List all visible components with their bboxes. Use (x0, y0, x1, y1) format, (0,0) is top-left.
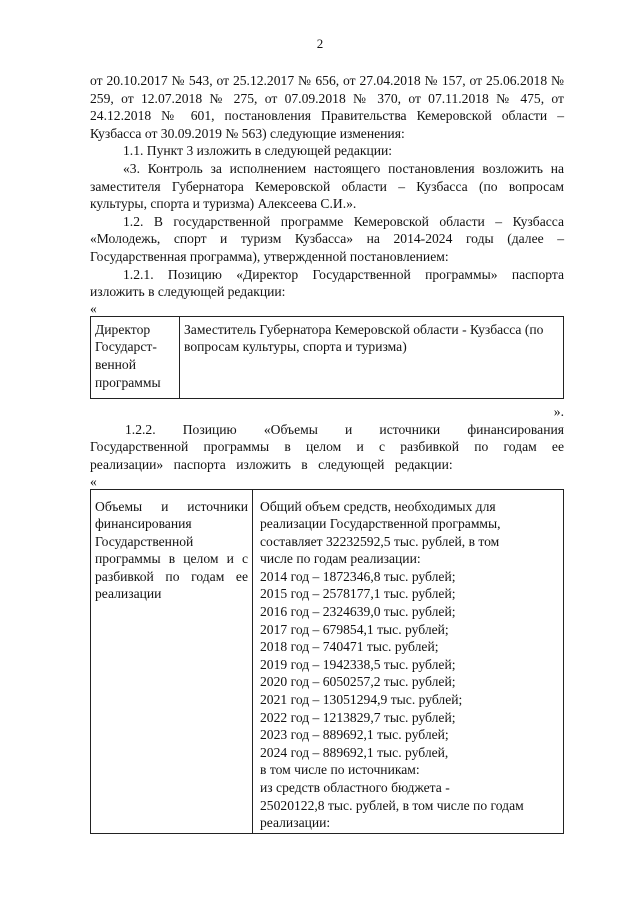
table-row (91, 316, 564, 398)
financing-line: в том числе по источникам: (260, 762, 420, 778)
opening-quote-mark-2: « (90, 473, 97, 489)
financing-year-2021: 2021 год – 13051294,9 тыс. рублей; (260, 692, 463, 708)
paragraph-quoted-item-3: «3. Контроль за исполнением настоящего постановления возложить на заместителя Губернатора Кемеровской области – Кузбасса (по вопросам культуры, спорта и туризма) Алексеева С.И.». (90, 160, 564, 212)
financing-year-2022: 2022 год – 1213829,7 тыс. рублей; (260, 709, 456, 725)
opening-quote-mark: « (90, 300, 97, 316)
paragraph-1-2-1: 1.2.1. Позицию «Директор Государственной программы» паспорта изложить в следующей редакции: (90, 266, 564, 300)
director-label-cell: Директор Государст-венной программы (91, 316, 180, 398)
paragraph-1-2-2: 1.2.2. Позицию «Объемы и источники финансирования Государственной программы в целом и с разбивкой по годам ее реализации» паспорта изложить в следующей редакции: (90, 421, 564, 472)
paragraph-amendments-list: от 20.10.2017 № 543, от 25.12.2017 № 656, от 27.04.2018 № 157, от 25.06.2018 № 259, от 12.07.2018 № 275, от 07.09.2018 № 370, от 07.11.2018 № 475, от 24.12.2018 № 601, постановления Правительства Кемеровской области – Кузбасса от 30.09.2019 № 563) следующие изменения: (90, 73, 564, 141)
financing-table (90, 489, 564, 834)
financing-year-2020: 2020 год – 6050257,2 тыс. рублей; (260, 674, 456, 690)
table-row (91, 489, 564, 833)
financing-year-2018: 2018 год – 740471 тыс. рублей; (260, 639, 439, 655)
closing-quote-mark: ». (553, 403, 564, 419)
financing-value-cell (253, 489, 564, 833)
financing-year-2016: 2016 год – 2324639,0 тыс. рублей; (260, 604, 456, 620)
financing-year-2014: 2014 год – 1872346,8 тыс. рублей; (260, 568, 456, 584)
financing-line: составляет 32232592,5 тыс. рублей, в том (260, 533, 500, 549)
financing-line: реализации Государственной программы, (260, 516, 501, 532)
financing-label-cell: Объемы и источники финансирования Государственной программы в целом и с разбивкой по годам ее реализации (91, 489, 253, 833)
financing-line: числе по годам реализации: (260, 551, 421, 567)
financing-line: 25020122,8 тыс. рублей, в том числе по годам (260, 797, 524, 813)
financing-year-2017: 2017 год – 679854,1 тыс. рублей; (260, 621, 449, 637)
document-body (90, 72, 564, 834)
financing-line: реализации: (260, 815, 331, 831)
financing-line: Общий объем средств, необходимых для (260, 498, 496, 514)
page-number: 2 (316, 36, 324, 51)
financing-year-2019: 2019 год – 1942338,5 тыс. рублей; (260, 656, 456, 672)
financing-year-2023: 2023 год – 889692,1 тыс. рублей; (260, 727, 449, 743)
paragraph-1-2: 1.2. В государственной программе Кемеровской области – Кузбасса «Молодежь, спорт и туризм Кузбасса» на 2014-2024 годы (далее – Государственная программа), утвержденной постановлением: (90, 213, 564, 264)
director-position-table (90, 316, 564, 399)
financing-year-2015: 2015 год – 2578177,1 тыс. рублей; (260, 586, 456, 602)
financing-year-2024: 2024 год – 889692,1 тыс. рублей, (260, 744, 449, 760)
director-value-cell: Заместитель Губернатора Кемеровской области - Кузбасса (по вопросам культуры, спорта и туризма) (180, 316, 564, 398)
financing-line: из средств областного бюджета - (260, 780, 450, 795)
paragraph-1-1: 1.1. Пункт 3 изложить в следующей редакции: (123, 143, 393, 159)
